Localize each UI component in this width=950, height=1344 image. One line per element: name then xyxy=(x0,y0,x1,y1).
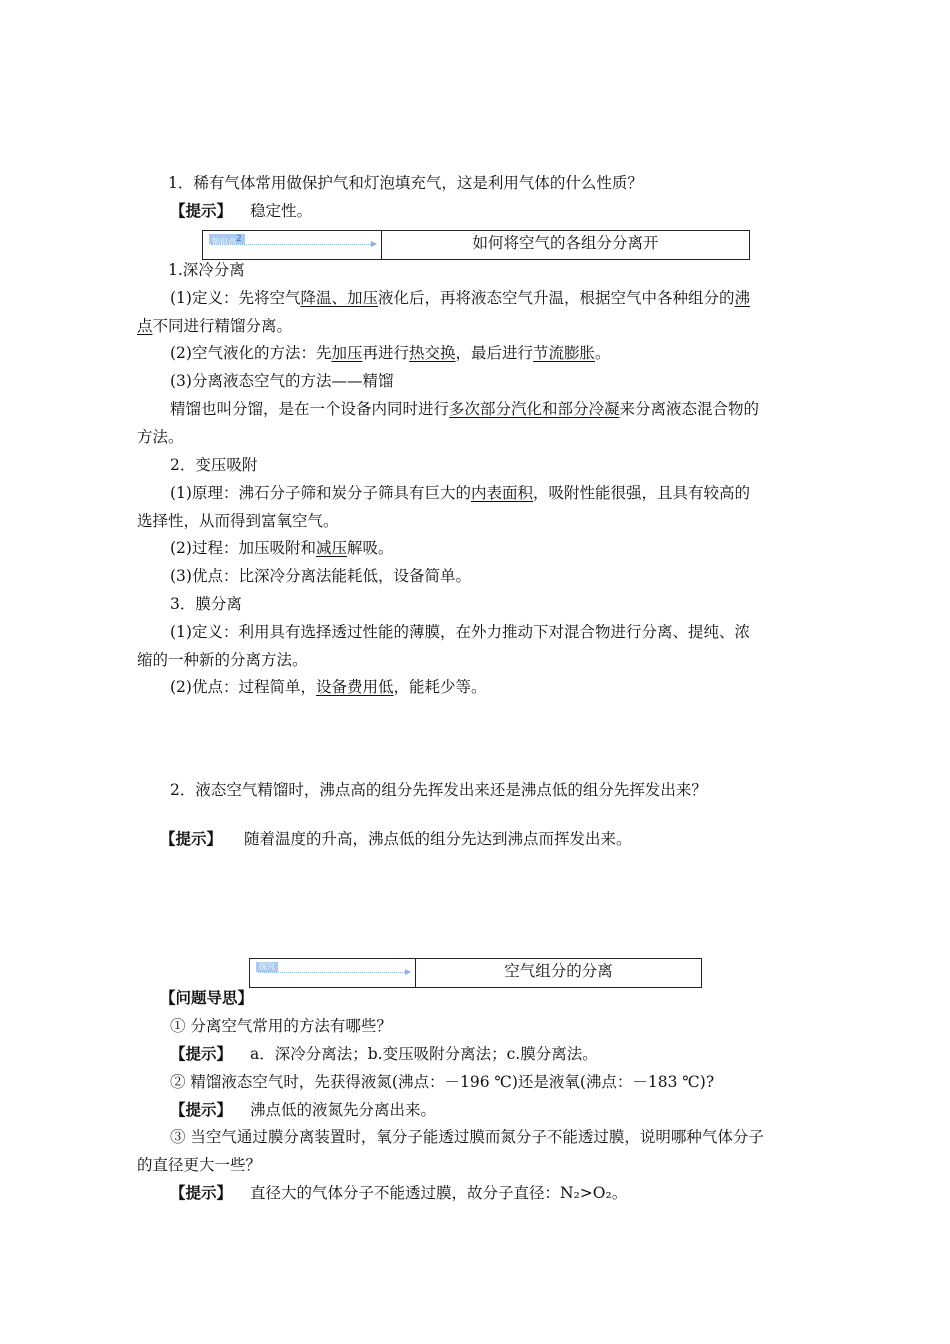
heading-pressure-swing: 2．变压吸附 xyxy=(170,456,258,474)
guide-question-1: ① 分离空气常用的方法有哪些？ xyxy=(170,1017,392,1035)
question-1: 1．稀有气体常用做保护气和灯泡填充气，这是利用气体的什么性质？ xyxy=(168,174,643,192)
guide-hint-1: 【提示】 a．深冷分离法；b.变压吸附分离法；c.膜分离法。 xyxy=(170,1045,598,1063)
hint-2 xyxy=(160,829,632,849)
hint-text: 稳定性。 xyxy=(250,202,313,220)
section-header-box xyxy=(249,958,702,988)
guide-hint-3: 【提示】 直径大的气体分子不能透过膜，故分子直径：N₂>O₂。 xyxy=(170,1184,628,1202)
paragraph: (1)定义：先将空气降温、加压液化后，再将液态空气升温，根据空气中各种组分的沸 xyxy=(170,289,751,307)
section-tag: 知识点$^2$ xyxy=(209,234,245,244)
paragraph: 选择性，从而得到富氧空气。 xyxy=(137,512,339,530)
guide-question-3: ③ 当空气通过膜分离装置时，氧分子能透过膜而氮分子不能透过膜，说明哪种气体分子 xyxy=(170,1128,764,1146)
guide-hint-2: 【提示】 沸点低的液氮先分离出来。 xyxy=(170,1101,437,1119)
hint-text: 随着温度的升高，沸点低的组分先达到沸点而挥发出来。 xyxy=(244,830,632,848)
paragraph: (3)分离液态空气的方法——精馏 xyxy=(170,372,394,390)
hint-1 xyxy=(170,201,312,221)
guide-question-2: ② 精馏液态空气时，先获得液氮(沸点：－196 ℃)还是液氧(沸点：－183 ℃)? xyxy=(170,1073,715,1091)
arrow-icon xyxy=(258,972,409,973)
section-title: 空气组分的分离 xyxy=(504,962,613,980)
paragraph: 点不同进行精馏分离。 xyxy=(137,317,293,335)
guide-question-3-cont: 的直径更大一些？ xyxy=(137,1156,262,1174)
guide-label: 【问题导思】 xyxy=(160,989,254,1007)
paragraph: 精馏也叫分馏，是在一个设备内同时进行多次部分汽化和部分冷凝来分离液态混合物的 xyxy=(170,400,760,418)
question-2: 2．液态空气精馏时，沸点高的组分先挥发出来还是沸点低的组分先挥发出来？ xyxy=(170,781,707,799)
section-title: 如何将空气的各组分分离开 xyxy=(472,234,659,252)
paragraph: (1)原理：沸石分子筛和炭分子筛具有巨大的内表面积，吸附性能很强，且具有较高的 xyxy=(170,484,750,502)
paragraph: 缩的一种新的分离方法。 xyxy=(137,651,308,669)
section-tag-cell xyxy=(250,959,416,987)
paragraph: (2)优点：过程简单，设备费用低，能耗少等。 xyxy=(170,678,487,696)
heading-membrane: 3．膜分离 xyxy=(170,595,242,613)
paragraph: 方法。 xyxy=(137,428,184,446)
section-tag-cell xyxy=(203,231,382,259)
heading-deep-cold: 1.深冷分离 xyxy=(168,261,245,279)
section-tag: 探究 xyxy=(256,962,278,972)
paragraph: (2)空气液化的方法：先加压再进行热交换，最后进行节流膨胀。 xyxy=(170,344,611,362)
arrow-icon xyxy=(211,244,375,245)
paragraph: (1)定义：利用具有选择透过性能的薄膜，在外力推动下对混合物进行分离、提纯、浓 xyxy=(170,623,750,641)
paragraph: (2)过程：加压吸附和减压解吸。 xyxy=(170,539,394,557)
hint-label: 【提示】 xyxy=(170,202,233,220)
hint-label: 【提示】 xyxy=(160,830,223,848)
paragraph: (3)优点：比深冷分离法能耗低，设备简单。 xyxy=(170,567,471,585)
section-header-box xyxy=(202,230,750,260)
